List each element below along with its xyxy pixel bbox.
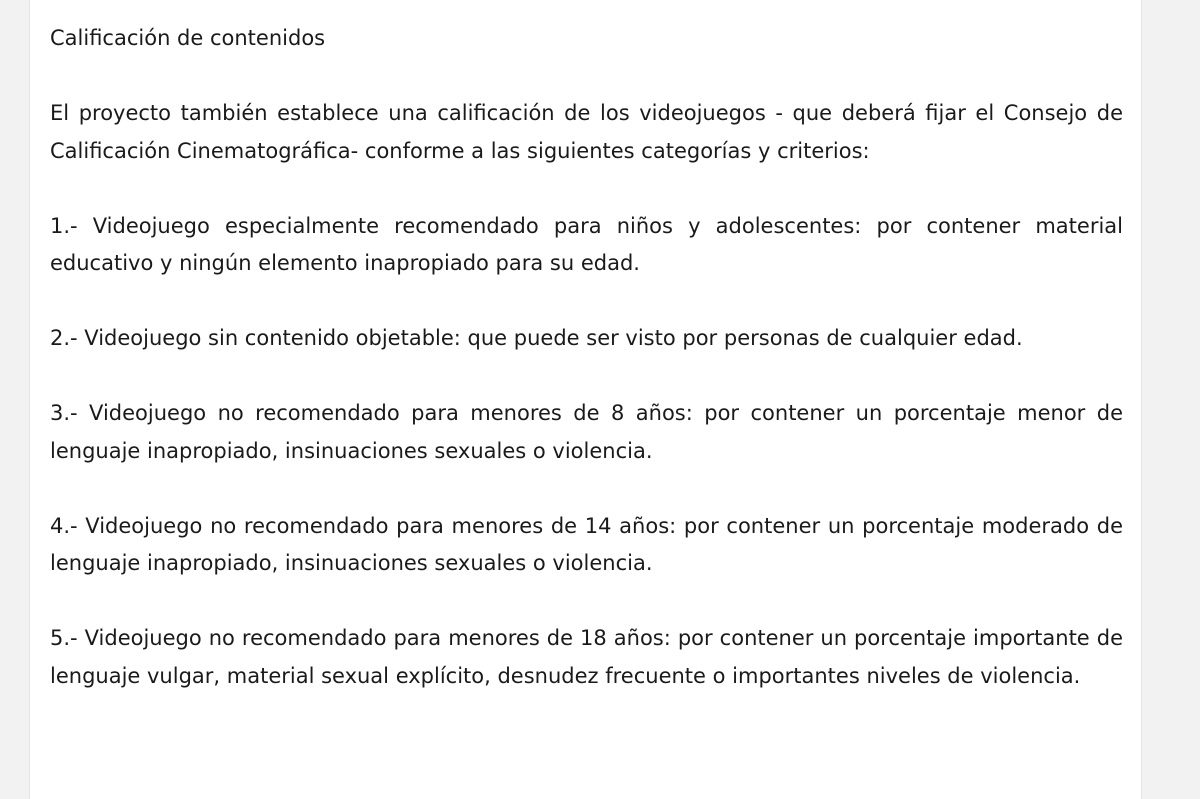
article-body — [50, 20, 1123, 733]
intro-paragraph: El proyecto también establece una calificación de los videojuegos - que deberá fijar el Consejo de Calificación Cinematográfica- conforme a las siguientes categorías y criterios: — [50, 101, 1123, 163]
article-panel — [29, 0, 1142, 799]
category-item-4: 4.- Videojuego no recomendado para menores de 14 años: por contener un porcentaje moderado de lenguaje inapropiado, insinuaciones sexuales o violencia. — [50, 513, 1123, 575]
category-item-1: 1.- Videojuego especialmente recomendado para niños y adolescentes: por contener material educativo y ningún elemento inapropiado para su edad. — [50, 213, 1123, 275]
category-item-5: 5.- Videojuego no recomendado para menores de 18 años: por contener un porcentaje importante de lenguaje vulgar, material sexual explícito, desnudez frecuente o importantes niveles de violencia. — [50, 626, 1123, 688]
section-heading: Calificación de contenidos — [50, 26, 326, 50]
category-item-3: 3.- Videojuego no recomendado para menores de 8 años: por contener un porcentaje menor de lenguaje inapropiado, insinuaciones sexuales o violencia. — [50, 401, 1123, 463]
category-item-2: 2.- Videojuego sin contenido objetable: que puede ser visto por personas de cualquier edad. — [50, 326, 1023, 350]
